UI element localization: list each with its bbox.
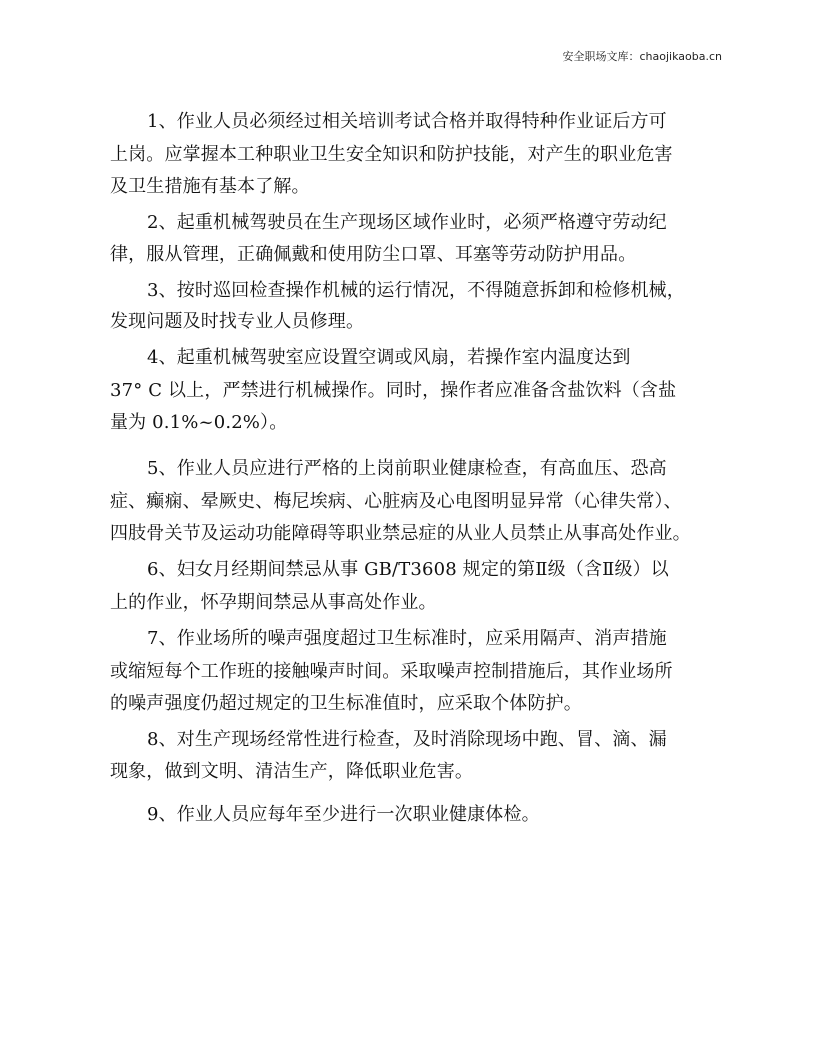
- paragraph-line: 8、对生产现场经常性进行检查，及时消除现场中跑、冒、滴、漏: [147, 729, 667, 750]
- paragraph-line: 37° C 以上，严禁进行机械操作。同时，操作者应准备含盐饮料（含盐: [110, 380, 677, 401]
- paragraph-line: 上岗。应掌握本工种职业卫生安全知识和防护技能，对产生的职业危害: [110, 144, 673, 165]
- paragraph-line: 量为 0.1%~0.2%）。: [110, 412, 288, 433]
- paragraph-line: 9、作业人员应每年至少进行一次职业健康体检。: [147, 804, 540, 825]
- paragraph-line: 现象，做到文明、清洁生产，降低职业危害。: [110, 761, 473, 782]
- paragraph-line: 上的作业，怀孕期间禁忌从事高处作业。: [110, 592, 437, 613]
- paragraph-line: 5、作业人员应进行严格的上岗前职业健康检查，有高血压、恐高: [147, 458, 667, 479]
- paragraph-line: 及卫生措施有基本了解。: [110, 176, 310, 197]
- paragraph-line: 4、起重机械驾驶室应设置空调或风扇，若操作室内温度达到: [147, 347, 631, 368]
- paragraph-line: 症、癫痫、晕厥史、梅尼埃病、心脏病及心电图明显异常（心律失常）、: [110, 491, 682, 512]
- paragraph-line: 3、按时巡回检查操作机械的运行情况，不得随意拆卸和检修机械，: [147, 280, 685, 301]
- paragraph-line: 四肢骨关节及运动功能障碍等职业禁忌症的从业人员禁止从事高处作业。: [110, 523, 691, 544]
- paragraph-line: 律，服从管理，正确佩戴和使用防尘口罩、耳塞等劳动防护用品。: [110, 244, 637, 265]
- paragraph-line: 发现问题及时找专业人员修理。: [110, 311, 365, 332]
- paragraph-line: 的噪声强度仍超过规定的卫生标准值时，应采取个体防护。: [110, 693, 582, 714]
- paragraph-line: 或缩短每个工作班的接触噪声时间。采取噪声控制措施后，其作业场所: [110, 661, 673, 682]
- paragraph-line: 1、作业人员必须经过相关培训考试合格并取得特种作业证后方可: [147, 111, 667, 132]
- page-header: 安全职场文库：chaojikaoba.cn: [562, 50, 722, 63]
- paragraph-line: 6、妇女月经期间禁忌从事 GB/T3608 规定的第Ⅱ级（含Ⅱ级）以: [147, 559, 669, 580]
- paragraph-line: 2、起重机械驾驶员在生产现场区域作业时，必须严格遵守劳动纪: [147, 212, 667, 233]
- paragraph-line: 7、作业场所的噪声强度超过卫生标准时，应采用隔声、消声措施: [147, 628, 667, 649]
